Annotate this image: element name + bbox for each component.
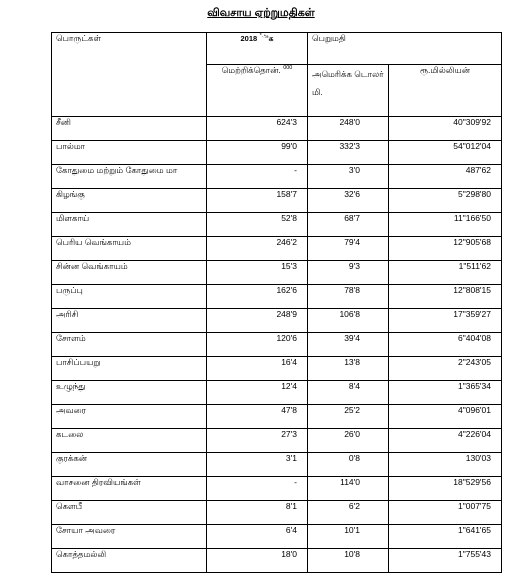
table-row xyxy=(52,141,502,165)
cell-item: குரக்கன் xyxy=(52,453,207,477)
cell-rs: 1"365'34 xyxy=(389,381,502,405)
cell-item: சீனி xyxy=(52,117,207,141)
cell-qty: 248'9 xyxy=(207,309,308,333)
header-year xyxy=(207,33,308,65)
cell-usd: 26'0 xyxy=(308,429,389,453)
table-row xyxy=(52,357,502,381)
cell-rs: 11"166'50 xyxy=(389,213,502,237)
header-year-value: 2018 xyxy=(240,34,258,43)
cell-usd: 106'8 xyxy=(308,309,389,333)
cell-usd: 39'4 xyxy=(308,333,389,357)
cell-qty: 12'4 xyxy=(207,381,308,405)
cell-usd: 114'0 xyxy=(308,477,389,501)
header-usd-unit: அமெரிக்க டொலர் மி. xyxy=(308,65,389,117)
table-row xyxy=(52,525,502,549)
cell-item: அரிசி xyxy=(52,309,207,333)
cell-qty: 99'0 xyxy=(207,141,308,165)
cell-qty: 16'4 xyxy=(207,357,308,381)
table-row xyxy=(52,213,502,237)
table-row xyxy=(52,189,502,213)
cell-item: மிளகாய் xyxy=(52,213,207,237)
cell-item: வாசனை திரவியங்கள் xyxy=(52,477,207,501)
cell-qty: 15'3 xyxy=(207,261,308,285)
header-export-value: பெறுமதி xyxy=(308,33,502,65)
header-qty-unit xyxy=(207,65,308,117)
cell-item: கௌபீ xyxy=(52,501,207,525)
cell-item: பெரிய வெங்காயம் xyxy=(52,237,207,261)
cell-rs: 17"359'27 xyxy=(389,309,502,333)
cell-usd: 68'7 xyxy=(308,213,389,237)
cell-qty: 158'7 xyxy=(207,189,308,213)
cell-item: கிழங்கு xyxy=(52,189,207,213)
cell-qty: 3'1 xyxy=(207,453,308,477)
cell-rs: 1"641'65 xyxy=(389,525,502,549)
table-row xyxy=(52,549,502,573)
cell-qty: 162'6 xyxy=(207,285,308,309)
cell-item: சோளம் xyxy=(52,333,207,357)
table-row xyxy=(52,381,502,405)
table-row xyxy=(52,309,502,333)
cell-item: பால்மா xyxy=(52,141,207,165)
cell-usd: 13'8 xyxy=(308,357,389,381)
cell-qty: 246'2 xyxy=(207,237,308,261)
cell-qty: 18'0 xyxy=(207,549,308,573)
header-items: பொருட்கள் xyxy=(52,33,207,117)
cell-qty: 6'4 xyxy=(207,525,308,549)
cell-item: கொத்தமல்லி xyxy=(52,549,207,573)
table-row xyxy=(52,333,502,357)
cell-item: அவரை xyxy=(52,405,207,429)
cell-item: உழுந்து xyxy=(52,381,207,405)
cell-rs: 130'03 xyxy=(389,453,502,477)
cell-qty: 624'3 xyxy=(207,117,308,141)
cell-qty: 120'6 xyxy=(207,333,308,357)
cell-usd: 9'3 xyxy=(308,261,389,285)
cell-rs: 4"226'04 xyxy=(389,429,502,453)
cell-rs: 54"012'04 xyxy=(389,141,502,165)
cell-usd: 8'4 xyxy=(308,381,389,405)
table-row xyxy=(52,285,502,309)
document-title: விவசாய ஏற்றுமதிகள் xyxy=(207,7,315,19)
cell-item: பாசிப்பயறு xyxy=(52,357,207,381)
cell-usd: 78'8 xyxy=(308,285,389,309)
cell-usd: 79'4 xyxy=(308,237,389,261)
header-year-suffix: க xyxy=(268,34,274,43)
cell-usd: 25'2 xyxy=(308,405,389,429)
cell-item: கடலை xyxy=(52,429,207,453)
table-row xyxy=(52,237,502,261)
table-row xyxy=(52,117,502,141)
cell-usd: 10'1 xyxy=(308,525,389,549)
table-row xyxy=(52,477,502,501)
cell-rs: 12"808'15 xyxy=(389,285,502,309)
exports-table xyxy=(51,32,502,573)
cell-qty: 52'8 xyxy=(207,213,308,237)
cell-usd: 32'6 xyxy=(308,189,389,213)
table-row xyxy=(52,453,502,477)
cell-rs: 12"905'68 xyxy=(389,237,502,261)
cell-usd: 332'3 xyxy=(308,141,389,165)
header-year-note: *ஆ xyxy=(259,33,269,40)
header-rs-unit: ரூ.மில்லியன் xyxy=(389,65,502,117)
cell-rs: 5"298'80 xyxy=(389,189,502,213)
cell-usd: 0'8 xyxy=(308,453,389,477)
cell-item: பருப்பு xyxy=(52,285,207,309)
cell-rs: 40"309'92 xyxy=(389,117,502,141)
cell-usd: 6'2 xyxy=(308,501,389,525)
cell-item: கோதுமை மற்றும் கோதுமை மா xyxy=(52,165,207,189)
cell-rs: 1"007'75 xyxy=(389,501,502,525)
cell-usd: 248'0 xyxy=(308,117,389,141)
cell-item: சின்ன வெங்காயம் xyxy=(52,261,207,285)
header-qty-unit-sub: 000 xyxy=(283,65,293,72)
cell-rs: 2"243'05 xyxy=(389,357,502,381)
cell-qty: 8'1 xyxy=(207,501,308,525)
cell-rs: 6"404'08 xyxy=(389,333,502,357)
table-row xyxy=(52,261,502,285)
table-row xyxy=(52,405,502,429)
cell-qty: - xyxy=(207,165,308,189)
table-row xyxy=(52,501,502,525)
cell-item: சோயா அவரை xyxy=(52,525,207,549)
cell-usd: 3'0 xyxy=(308,165,389,189)
cell-rs: 1"755'43 xyxy=(389,549,502,573)
cell-rs: 1"511'62 xyxy=(389,261,502,285)
table-body xyxy=(52,117,502,573)
header-qty-unit-label: மெற்றிக்தொன். xyxy=(221,65,281,75)
cell-qty: 47'8 xyxy=(207,405,308,429)
cell-usd: 10'8 xyxy=(308,549,389,573)
cell-rs: 18"529'56 xyxy=(389,477,502,501)
cell-qty: 27'3 xyxy=(207,429,308,453)
cell-qty: - xyxy=(207,477,308,501)
cell-rs: 4"096'01 xyxy=(389,405,502,429)
header-row-1 xyxy=(52,33,502,65)
cell-rs: 487'62 xyxy=(389,165,502,189)
table-row xyxy=(52,165,502,189)
table-row xyxy=(52,429,502,453)
